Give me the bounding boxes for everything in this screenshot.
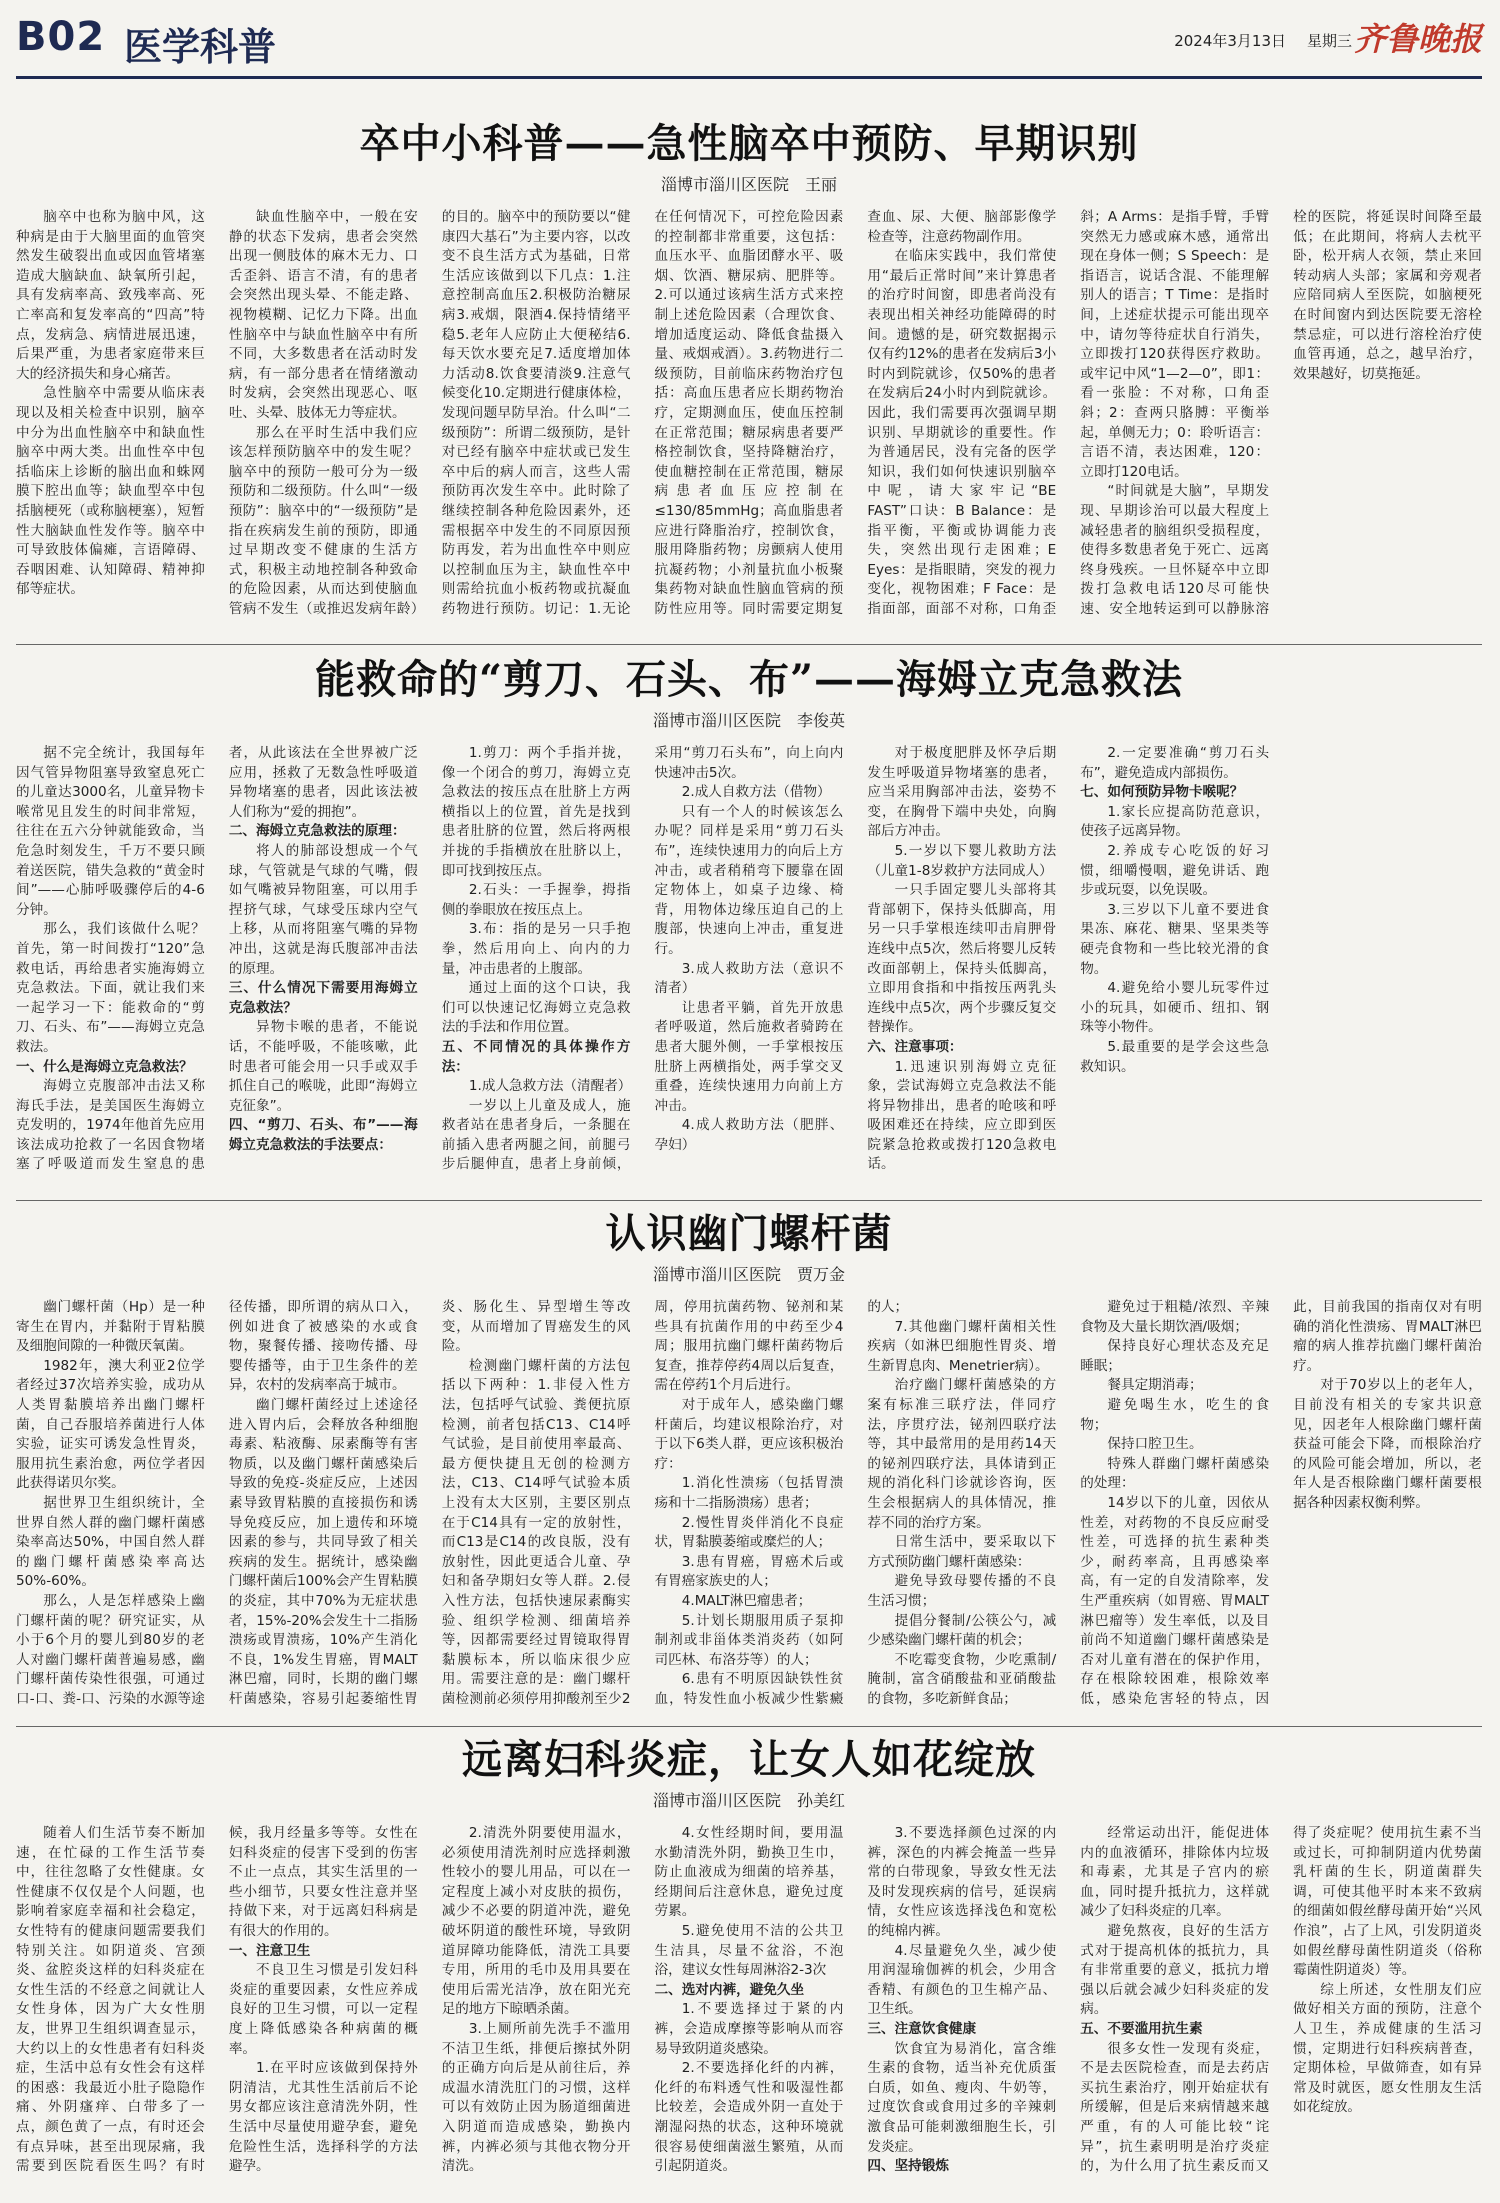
paragraph: 不吃霉变食物，少吃熏制/腌制，富含硝酸盐和亚硝酸盐的食物，多吃新鲜食品； (867, 1651, 1057, 1707)
paragraph: 一岁以上儿童及成人，施救者站在患者身后，一条腿在前插入患者两腿之间，前腿弓步后腿伸直，患者上身前倾，采用“剪刀石头布”，向上向内快速冲击5次。 (441, 745, 844, 1173)
subheading: 一、注意卫生 (228, 1942, 311, 1959)
paragraph: 1.剪刀：两个手指并拢，像一个闭合的剪刀，海姆立克急救法的按压点在肚脐上方两横指以上的位置，首先是找到患者肚脐的位置，然后将两根并拢的手指横放在肚脐以上，即可找到按压点。 (441, 745, 631, 879)
paragraph: 1.在平时应该做到保持外阴清洁，尤其性生活前后不论男女都应该注意清洗外阴，性生活中尽量使用避孕套，避免危险性生活，选择科学的方法避孕。 (228, 2060, 418, 2175)
paragraph: 1982年，澳大利亚2位学者经过37次培养实验，成功从人类胃黏膜培养出幽门螺杆菌，自己吞服培养菌进行人体实验，证实可诱发急性胃炎，服用抗生素治愈，两位学者因此获得诺贝尔奖。 (16, 1357, 205, 1492)
paragraph: 脑卒中也称为脑中风，这种病是由于大脑里面的血管突然发生破裂出血或因血管堵塞造成大脑缺血、缺氧所引起，具有发病率高、致残率高、死亡率高和复发率高的“四高”特点，发病急、病情进展迅速，后果严重，为患者家庭带来巨大的经济损失和身心痛苦。 (16, 209, 205, 382)
paragraph: 14岁以下的儿童，因依从性差，对药物的不良反应耐受性差，可选择的抗生素种类少，耐药率高，且再感染率高，有一定的自发清除率，发生严重疾病（如胃癌、胃MALT淋巴瘤等）发生率低，以及目前尚不知道幽门螺杆菌感染是否对儿童有潜在的保护作用，存在根除较困难，根除效率低，感染危害轻的特点，因此，目前我国的指南仅对有明确的消化性溃疡、胃MALT淋巴瘤的病人推荐抗幽门螺杆菌治疗。 (1080, 1299, 1482, 1707)
paragraph: 4.MALT淋巴瘤患者； (681, 1592, 812, 1609)
article-byline: 淄博市淄川区医院 王丽 (660, 175, 837, 194)
paragraph: 4.女性经期时间，要用温水勤清洗外阴，勤换卫生巾，防止血液成为细菌的培养基，经期间后注意休息，避免过度劳累。 (654, 1825, 844, 1920)
paragraph: 1.不要选择过于紧的内裤，会造成摩擦等影响从而容易导致阴道炎感染。 (654, 2001, 844, 2057)
paragraph: 提倡分餐制/公筷公勺，减少感染幽门螺杆菌的机会； (867, 1612, 1057, 1649)
paragraph: 5.一岁以下婴儿救助方法（儿童1-8岁救护方法同成人） (867, 842, 1057, 879)
article-body (16, 1298, 1482, 1716)
paragraph: 避免导致母婴传播的不良生活习惯； (867, 1573, 1057, 1609)
paragraph: 那么，我们该做什么呢？首先，第一时间拨打“120”急救电话，再给患者实施海姆立克急救法。下面，就让我们来一起学习一下：能救命的“剪刀、石头、布”——海姆立克急救法。 (16, 921, 205, 1055)
paragraph: 4.成人救助方法（肥胖、孕妇） (654, 1117, 844, 1153)
paragraph: 5.避免使用不洁的公共卫生洁具，尽量不盆浴，不泡浴，建议女性每周淋浴2-3次 (654, 1922, 844, 1979)
subheading: 四、“剪刀、石头、布”——海姆立克急救法的手法要点： (228, 1117, 418, 1153)
paragraph: 只有一个人的时候该怎么办呢？同样是采用“剪刀石头布”，连续快速用力的向后上方冲击，或者稍稍弯下腰靠在固定物体上，如桌子边缘、椅背，用物体边缘压迫自己的上腹部，快速向上冲击，重复进行。 (654, 803, 844, 957)
paragraph: 缺血性脑卒中，一般在安静的状态下发病，患者会突然出现一侧肢体的麻木无力、口舌歪斜、语言不清，有的患者会突然出现头晕、不能走路、视物模糊、记忆力下降。出血性脑卒中与缺血性脑卒中有所不同，大多数患者在活动时发病，有一部分患者在情绪激动时发病，会突然出现恶心、呕吐、头晕、肢体无力等症状。 (228, 209, 418, 421)
paragraph: 保持口腔卫生。 (1107, 1436, 1203, 1453)
paragraph: 据不完全统计，我国每年因气管异物阻塞导致窒息死亡的儿童达3000名，儿童异物卡喉常见且发生的时间非常短，往往在五六分钟就能致命，当危急时刻发生，千万不要只顾着送医院，错失急救的“黄金时间”——心肺呼吸骤停后的4-6分钟。 (16, 745, 205, 918)
article-title: 能救命的“剪刀、石头、布”——海姆立克急救法 (314, 656, 1183, 703)
paragraph: 2.成人自救方法（借物） (681, 784, 831, 801)
paragraph: 异物卡喉的患者，不能说话，不能呼吸，不能咳嗽，此时患者可能会用一只手或双手抓住自己的喉咙，此即“海姆立克征象”。 (228, 1019, 418, 1114)
article-title: 认识幽门螺杆菌 (605, 1210, 893, 1257)
paragraph: 1.消化性溃疡（包括胃溃疡和十二指肠溃疡）患者； (654, 1475, 844, 1511)
article-byline: 淄博市淄川区医院 贾万金 (652, 1265, 845, 1284)
issue-date: 2024年3月13日 (1174, 32, 1286, 50)
paragraph: 对于成年人，感染幽门螺杆菌后，均建议根除治疗，对于以下6类人群，更应该积极治疗： (654, 1396, 844, 1472)
paragraph: 4.避免给小婴儿玩零件过小的玩具，如硬币、纽扣、钢珠等小物件。 (1080, 980, 1270, 1036)
paragraph: 让患者平躺，首先开放患者呼吸道，然后施救者骑跨在患者大腿外侧，一手掌根按压肚脐上两横指处，两手掌交叉重叠，连续快速用力向前上方冲击。 (654, 999, 844, 1114)
article-title: 卒中小科普——急性脑卒中预防、早期识别 (359, 120, 1139, 167)
paragraph: 那么在平时生活中我们应该怎样预防脑卒中的发生呢？脑卒中的预防一般可分为一级预防和二级预防。什么叫“一级预防”：脑卒中的“一级预防”是指在疾病发生前的预防，即通过早期改变不健康的生活方式，积极主动地控制各种致命的危险因素，从而达到使脑血管病不发生（或推迟发病年龄）的目的。脑卒中的预防要以“健康四大基石”为主要内容，以改变不良生活方式为基础，日常生活应该做到以下几点：1.注意控制高血压2.积极防治糖尿病3.戒烟，限酒4.保持情绪平稳5.老年人应防止大便秘结6.每天饮水要充足7.适度增加体力活动8.饮食要清淡9.注意气候变化10.定期进行健康体检，发现问题早防早治。什么叫“二级预防”：所谓二级预防，是针对已经有脑卒中症状或已发生卒中后的病人而言，这些人需预防再次发生卒中。此时除了继续控制各种危险因素外，还需根据卒中发生的不同原因预防再发，若为出血性卒中则应以控制血压为主，缺血性卒中则需给抗血小板药物或抗凝血药物进行预防。切记：1.无论在任何情况下，可控危险因素的控制都非常重要，这包括：血压水平、血脂团酵水平、吸烟、饮酒、糖尿病、肥胖等。2.可以通过该病生活方式来控制上述危险因素（合理饮食、增加适度运动、降低食盐摄入量、戒烟戒酒）。3.药物进行二级预防，目前临床药物治疗包括：高血压患者应长期药物治疗，定期测血压，使血压控制在正常范围；糖尿病患者要严格控制饮食，坚持降糖治疗，使血糖控制在正常范围，糖尿病患者血压应控制在≤130/85mmHg；高血脂患者应进行降脂治疗，控制饮食，服用降脂药物；房颤病人使用抗凝药物；小剂量抗血小板聚集药物对缺血性脑血管病的预防性应用等。同时需要定期复查血、尿、大便、脑部影像学检查等，注意药物副作用。 (228, 209, 1057, 617)
subheading: 五、不同情况的具体操作方法： (441, 1038, 631, 1075)
paragraph: 3.患有胃癌，胃癌术后或有胃癌家族史的人； (654, 1553, 844, 1590)
paragraph: 幽门螺杆菌（Hp）是一种寄生在胃内，并黏附于胃粘膜及细胞间隙的一种微厌氧菌。 (16, 1299, 205, 1355)
paragraph: 检测幽门螺杆菌的方法包括以下两种：1.非侵入性方法，包括呼气试验、粪便抗原检测，前者包括C13、C14呼气试验，是目前使用率最高、最方便快捷且无创的检测方法，C13、C14呼气试验本质上没有太大区别，主要区别点在于C14具有一定的放射性，而C13是C14的改良版，没有放射性，因此更适合儿童、孕妇和备孕期妇女等人群。2.侵入性方法，包括快速尿素酶实验、组织学检测、细菌培养等，因都需要经过胃镜取得胃黏膜标本，所以临床很少应用。需要注意的是：幽门螺杆菌检测前必须停用抑酸剂至少2周，停用抗菌药物、铋剂和某些具有抗菌作用的中药至少4周；服用抗幽门螺杆菌药物后复查，推荐停药4周以后复查，需在停药1个月后进行。 (441, 1299, 844, 1707)
paragraph: 1.家长应提高防范意识，使孩子远离异物。 (1080, 803, 1270, 840)
paragraph: 不良卫生习惯是引发妇科炎症的重要因素，女性应养成良好的卫生习惯，可以一定程度上降低感染各种病菌的概率。 (228, 1962, 418, 2057)
paragraph: 随着人们生活节奏不断加速，在忙碌的工作生活节奏中，往往忽略了女性健康。女性健康不仅仅是个人问题，也影响着家庭幸福和社会稳定，女性特有的健康问题需要我们特别关注。如阴道炎、宫颈炎、盆腔炎这样的妇科炎症在女性生活的不经意之间就让人女性身体，因为广大女性朋友，世界卫生组织调查显示，大约以上的女性患者有妇科炎症，生活中总有女性会有这样的困惑：我最近小肚子隐隐作痛、外阴瘙痒、白带多了一点，颜色黄了一点，有时还会有点异味，甚至出现尿痛，我需要到医院看医生吗？有时候，我月经量多等等。女性在妇科炎症的侵害下受到的伤害不止一点点，其实生活里的一些小细节，只要女性注意并坚持做下来，对于远离妇科病是有很大的作用的。 (16, 1825, 418, 2175)
subheading: 四、坚持锻炼 (867, 2158, 949, 2175)
paragraph: 饮食宜为易消化，富含维生素的食物，适当补充优质蛋白质，如鱼、瘦肉、牛奶等，过度饮食或食用过多的辛辣刺激食品可能刺激细胞生长，引发炎症。 (867, 2040, 1057, 2155)
article-heimlich (16, 652, 1482, 1192)
paragraph: 2.一定要准确“剪刀石头布”，避免造成内部损伤。 (1080, 745, 1270, 781)
paragraph: 5.计划长期服用质子泵抑制剂或非甾体类消炎药（如阿司匹林、布洛芬等）的人； (654, 1612, 844, 1668)
article-helicobacter (16, 1156, 1482, 1716)
newspaper-logo: 齐鲁晚报 (1353, 20, 1482, 58)
paragraph: 避免喝生水，吃生的食物； (1080, 1396, 1270, 1433)
paragraph: 2.不要选择化纤的内裤，化纤的布料透气性和吸湿性都比较差，会造成外阴一直处于潮湿闷热的状态，这种环境就很容易使细菌滋生繁殖，从而引起阴道炎。 (654, 2060, 844, 2175)
paragraph: 2.清洗外阴要使用温水，必须使用清洗剂时应选择刺激性较小的婴儿用品，可以在一定程度上减小对皮肤的损伤，减少不必要的阴道冲洗，避免破坏阴道的酸性环境，导致阴道屏障功能降低，清洗工具要专用，所用的毛巾及用具要在使用后需光洁净，放在阳光充足的地方下晾晒杀菌。 (441, 1825, 631, 2018)
paragraph: 一只手固定婴儿头部将其背部朝下，保持头低脚高，用另一只手掌根连续叩击肩胛骨连线中点5次，然后将婴儿反转改面部朝上，保持头低脚高，立即用食指和中指按压两乳头连线中点5次，两个步骤反复交替操作。 (867, 882, 1057, 1036)
paragraph: 综上所述，女性朋友们应做好相关方面的预防，注意个人卫生，养成健康的生活习惯，定期进行妇科疾病普查，定期体检，早做筛查，如有异常及时就医，愿女性朋友生活如花绽放。 (1293, 1981, 1482, 2116)
paragraph: 避免过于粗糙/浓烈、辛辣食物及大量长期饮酒/吸烟； (1080, 1299, 1270, 1335)
article-title: 远离妇科炎症，让女人如花绽放 (462, 1736, 1036, 1783)
paragraph: 幽门螺杆菌经过上述途径进入胃内后，会释放各种细胞毒素、粘液酶、尿素酶等有害物质，以及幽门螺杆菌感染后导致的免疫-炎症反应，上述因素导致胃粘膜的直接损伤和诱导免疫反应，加上遗传和环境因素的参与，共同导致了相关疾病的发生。据统计，感染幽门螺杆菌后100%会产生胃粘膜的炎症，其中70%为无症状患者，15%-20%会发生十二指肠溃疡或胃溃疡，10%产生消化不良，1%发生胃癌，胃MALT淋巴瘤，同时，长期的幽门螺杆菌感染，容易引起萎缩性胃炎、肠化生、异型增生等改变，从而增加了胃癌发生的风险。 (228, 1299, 631, 1707)
paragraph: 避免熬夜，良好的生活方式对于提高机体的抵抗力，具有非常重要的意义，抵抗力增强以后就会减少妇科炎症的发病。 (1080, 1922, 1270, 2018)
article-stroke (16, 116, 1482, 636)
paragraph: 2.养成专心吃饭的好习惯，细嚼慢咽，避免讲话、跑步或玩耍，以免误吸。 (1080, 842, 1270, 899)
article-byline: 淄博市淄川区医院 孙美红 (652, 1791, 845, 1810)
subheading: 三、什么情况下需要用海姆立克急救法？ (228, 980, 418, 1016)
paragraph: 5.最重要的是学会这些急救知识。 (1080, 1038, 1270, 1075)
paragraph: 4.尽量避免久坐，减少使用润湿瑜伽裤的机会，少用含香精、有颜色的卫生棉产品、卫生纸。 (867, 1942, 1057, 2018)
paragraph: 治疗幽门螺杆菌感染的方案有标准三联疗法，伴同疗法，序贯疗法，铋剂四联疗法等，其中最常用的是用药14天的铋剂四联疗法，具体请到正规的消化科门诊就诊咨询，医生会根据病人的具体情况，推荐不同的治疗方案。 (867, 1377, 1057, 1531)
paragraph: 7.其他幽门螺杆菌相关性疾病（如淋巴细胞性胃炎、增生新胃息肉、Menetrier病）。 (867, 1318, 1057, 1374)
paragraph: 经常运动出汗，能促进体内的血液循环，排除体内垃圾和毒素，尤其是子宫内的瘀血，同时提升抵抗力，这样就减少了妇科炎症的几率。 (1080, 1825, 1270, 1920)
paragraph: 在临床实践中，我们常使用“最后正常时间”来计算患者的治疗时间窗，即患者尚没有表现出相关神经功能障碍的时间。遗憾的是，研究数据揭示仅有约12%的患者在发病后3小时内到院就诊，仅50%的患者在发病后24小时内到院就诊。因此，我们需要再次强调早期识别、早期就诊的重要性。作为普通居民，没有完备的医学知识，我们如何快速识别脑卒中呢，请大家牢记“BE FAST”口诀：B Balance：是指平衡，平衡或协调能力丧失，突然出现行走困难；E Eyes：是指眼睛，突发的视力变化，视物困难；F Face：是指面部，面部不对称，口角歪斜；A Arms：是指手臂，手臂突然无力感或麻木感，通常出现在身体一侧；S Speech：是指语言，说话含混、不能理解别人的语言；T Time：是指时间，上述症状提示可能出现卒中，请勿等待症状自行消失，立即拨打120获得医疗救助。或牢记中风“1—2—0”，即1：看一张脸：不对称，口角歪斜；2：查两只胳膊：平衡举起，单侧无力；0：聆听语言：言语不清，表达困难，120：立即打120电话。 (867, 209, 1270, 617)
paragraph: 据世界卫生组织统计，全世界自然人群的幽门螺杆菌感染率高达50%，中国自然人群的幽门螺杆菌感染率高达50%-60%。 (16, 1494, 205, 1590)
section-title: 医学科普 (124, 25, 277, 69)
paragraph: 特殊人群幽门螺杆菌感染的处理： (1080, 1455, 1270, 1492)
article-byline: 淄博市淄川区医院 李俊英 (652, 711, 845, 730)
paragraph: 对于极度肥胖及怀孕后期发生呼吸道异物堵塞的患者，应当采用胸部冲击法，姿势不变，在胸骨下端中央处，向胸部后方冲击。 (867, 745, 1057, 840)
subheading: 二、海姆立克急救法的原理： (228, 823, 406, 840)
paragraph: 那么，人是怎样感染上幽门螺杆菌的呢？研究证实，从小于6个月的婴儿到80岁的老人对幽门螺杆菌普遍易感，幽门螺杆菌传染性很强，可通过口-口、粪-口、污染的水源等途径传播，即所谓的病从口入，例如进食了被感染的水或食物，聚餐传播、接吻传播、母婴传播等，由于卫生条件的差异，农村的发病率高于城市。 (16, 1299, 418, 1707)
paragraph: 3.不要选择颜色过深的内裤，深色的内裤会掩盖一些异常的白带现象，导致女性无法及时发现疾病的信号，延误病情，女性应该选择浅色和宽松的纯棉内裤。 (867, 1825, 1057, 1939)
article-body (16, 208, 1482, 634)
subheading: 七、如何预防异物卡喉呢？ (1080, 784, 1244, 801)
header-rule (16, 76, 1482, 79)
article-gynecology (16, 1732, 1482, 2196)
paragraph: 急性脑卒中需要从临床表现以及相关检查中识别，脑卒中分为出血性脑卒中和缺血性脑卒中两大类。出血性卒中包括临床上诊断的脑出血和蛛网膜下腔出血等；缺血型卒中包括脑梗死（或称脑梗塞），短暂性大脑缺血性发作等。脑卒中可导致肢体偏瘫，言语障碍、吞咽困难、认知障碍、精神抑郁等症状。 (16, 385, 205, 598)
paragraph: 1.成人急救方法（清醒者） (468, 1078, 632, 1095)
subheading: 一、什么是海姆立克急救法？ (16, 1058, 193, 1075)
paragraph: 餐具定期消毒； (1107, 1377, 1203, 1394)
paragraph: 1.迅速识别海姆立克征象，尝试海姆立克急救法不能将异物排出，患者的呛咳和呼吸困难还在持续，应立即到医院紧急抢救或拨打120急救电话。 (867, 1058, 1057, 1173)
paragraph: 将人的肺部设想成一个气球，气管就是气球的气嘴，假如气嘴被异物阻塞，可以用手捏挤气球，气球受压球内空气上移，从而将阻塞气嘴的异物冲出，这就是海氏腹部冲击法的原理。 (228, 842, 418, 977)
paragraph: 对于70岁以上的老年人，目前没有相关的专家共识意见，因老年人根除幽门螺杆菌获益可能会下降，而根除治疗的风险可能会增加，所以，老年人是否根除幽门螺杆菌要根据各种因素权衡利弊。 (1293, 1377, 1482, 1511)
paragraph: 6.患有不明原因缺铁性贫血，特发性血小板减少性紫癜的人； (654, 1299, 909, 1707)
paragraph: “时间就是大脑”，早期发现、早期诊治可以最大程度上减轻患者的脑组织受损程度，使得多数患者免于死亡、远离终身残疾。一旦怀疑卒中立即拨打急救电话120尽可能快速、安全地转运到可以静脉溶栓的医院，将延误时间降至最低；在此期间，将病人去枕平卧，松开病人衣领，禁止来回转动病人头部；家属和旁观者应陪同病人至医院，如脑梗死在时间窗内到达医院要无溶栓禁忌症，可以进行溶栓治疗使血管再通，总之，越早治疗，效果越好，切莫拖延。 (1080, 209, 1482, 617)
paragraph: 海姆立克腹部冲击法又称海氏手法，是美国医生海姆立克发明的，1974年他首先应用该法成功抢救了一名因食物堵塞了呼吸道而发生窒息的患者，从此该法在全世界被广泛应用，拯救了无数急性呼吸道异物堵塞的患者，因此该法被人们称为“爱的拥抱”。 (16, 745, 418, 1173)
paragraph: 3.三岁以下儿童不要进食果冻、麻花、糖果、坚果类等硬壳食物和一些比较光滑的食物。 (1080, 901, 1270, 977)
paragraph: 3.布：指的是另一只手抱拳，然后用向上、向内的力量，冲击患者的上腹部。 (441, 921, 631, 977)
subheading: 五、不要滥用抗生素 (1080, 2020, 1203, 2037)
subheading: 六、注意事项： (867, 1038, 963, 1055)
page-header (16, 8, 1482, 72)
paragraph: 3.成人救助方法（意识不清者） (654, 960, 844, 997)
article-body (16, 1824, 1482, 2194)
subheading: 二、选对内裤，避免久坐 (654, 1981, 805, 1998)
paragraph: 2.石头：一手握拳，拇指侧的拳眼放在按压点上。 (441, 882, 631, 918)
paragraph: 保持良好心理状态及充足睡眠； (1080, 1338, 1270, 1374)
paragraph: 日常生活中，要采取以下方式预防幽门螺杆菌感染： (867, 1534, 1057, 1570)
subheading: 三、注意饮食健康 (867, 2020, 977, 2037)
article-separator (16, 644, 1482, 645)
paragraph: 通过上面的这个口诀，我们可以快速记忆海姆立克急救法的手法和作用位置。 (441, 980, 631, 1036)
paragraph: 3.上厕所前先洗手不滥用不洁卫生纸，排便后擦拭外阴的正确方向后是从前往后，养成温水清洗肛门的习惯，这样可以有效防止因为肠道细菌进入阴道而造成感染，勤换内裤，内裤必须与其他衣物分开清洗。 (441, 2020, 631, 2175)
article-body (16, 744, 1482, 1192)
article-separator (16, 1726, 1482, 1727)
page-number: B02 (16, 14, 106, 60)
paragraph: 很多女性一发现有炎症，不是去医院检查，而是去药店买抗生素治疗，刚开始症状有所缓解，但是后来病情越来越严重，有的人可能比较“诧异”，抗生素明明是治疗炎症的，为什么用了抗生素反而又得了炎症呢？使用抗生素不当或过长，可抑制阴道内优势菌乳杆菌的生长，阴道菌群失调，可使其他平时本来不致病的细菌如假丝酵母菌开始“兴风作浪”，占了上风，引发阴道炎如假丝酵母菌性阴道炎（俗称霉菌性阴道炎）等。 (1080, 1825, 1482, 2175)
paragraph: 2.慢性胃炎伴消化不良症状，胃黏膜萎缩或糜烂的人； (654, 1514, 844, 1551)
issue-weekday: 星期三 (1306, 32, 1352, 50)
